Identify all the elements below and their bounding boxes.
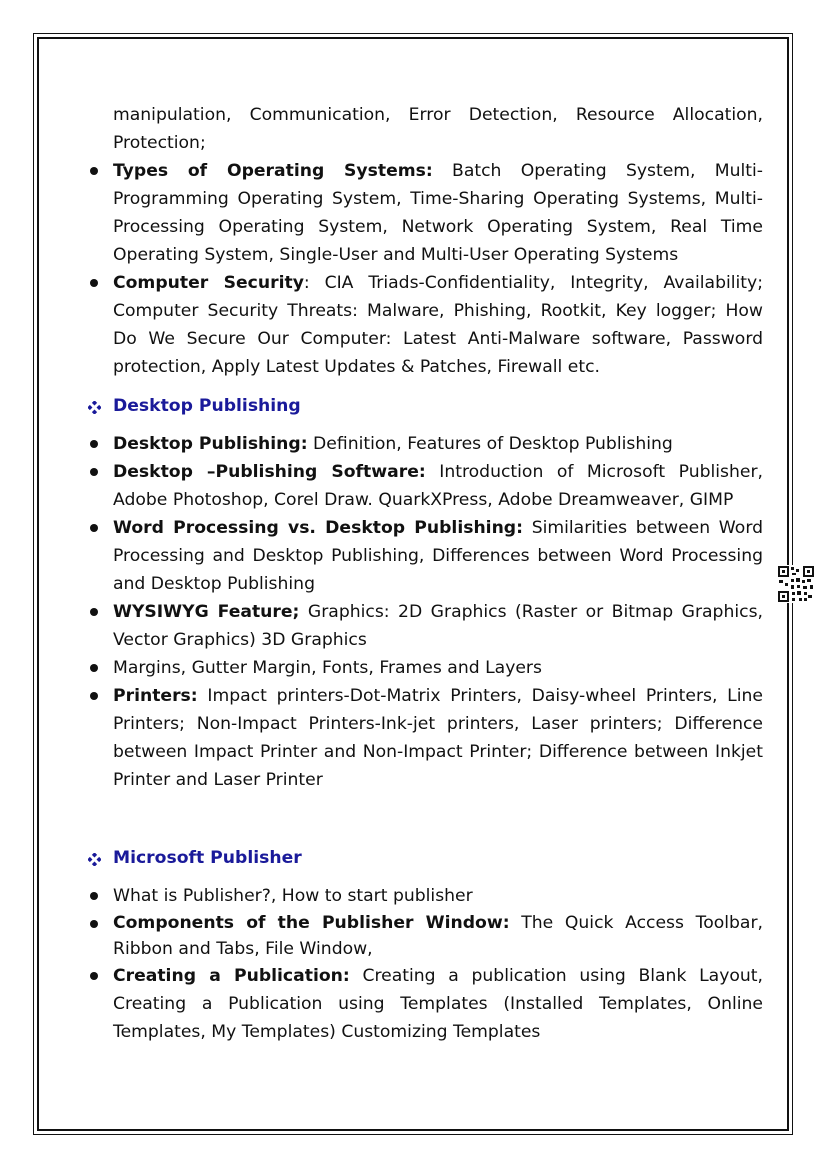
list-item [113, 654, 763, 682]
diamond-bullet-icon [88, 401, 101, 414]
item-label: Types of Operating Systems: [113, 161, 433, 181]
heading-text: Desktop Publishing [113, 396, 301, 416]
item-text: : CIA Triads-Confidentiality, Integrity, Availability; Computer Security Threats: Malware, Phishing, Rootkit, Key logger; How Do We Secure Our Computer: Latest Anti-Malware software, Password protection, Apply Latest Updates & Patches, Firewall etc. [113, 273, 764, 377]
list-item [113, 430, 763, 458]
item-text: Impact printers-Dot-Matrix Printers, Daisy-wheel Printers, Line Printers; Non-Impact Printers-Ink-jet printers, Laser printers; Difference between Impact Printer and Non-Impact Printer; Difference between Inkjet Printer and Laser Printer [113, 686, 763, 790]
top-list [113, 157, 763, 381]
item-text: Graphics: 2D Graphics (Raster or Bitmap Graphics, Vector Graphics) 3D Graphics [113, 602, 764, 650]
list-item [113, 910, 763, 962]
list-item [113, 962, 763, 1046]
item-text: The Quick Access Toolbar, Ribbon and Tabs, File Window, [113, 913, 763, 959]
diamond-bullet-icon [88, 853, 101, 866]
item-text: Batch Operating System, Multi-Programming Operating System, Time-Sharing Operating Systems, Multi-Processing Operating System, Network Operating System, Real Time Operating System, Single-User and Multi-User Operating Systems [113, 161, 763, 265]
item-text: Introduction of Microsoft Publisher, Adobe Photoshop, Corel Draw. QuarkXPress, Adobe Dreamweaver, GIMP [113, 462, 764, 510]
item-text: Margins, Gutter Margin, Fonts, Frames and Layers [113, 658, 542, 678]
item-label: Creating a Publication: [113, 966, 350, 986]
list-item [113, 682, 763, 794]
list-item [113, 458, 763, 514]
item-text: Similarities between Word Processing and Desktop Publishing, Differences between Word Processing and Desktop Publishing [113, 518, 763, 594]
item-label: Desktop Publishing: [113, 434, 308, 454]
item-text: Creating a publication using Blank Layout, Creating a Publication using Templates (Installed Templates, Online Templates, My Templates) Customizing Templates [113, 966, 763, 1042]
list-item [113, 269, 763, 381]
list-item [113, 882, 763, 910]
document-body [113, 100, 763, 1046]
continuation-text: manipulation, Communication, Error Detection, Resource Allocation, Protection; [113, 105, 763, 153]
list-item [113, 157, 763, 269]
item-label: Desktop –Publishing Software: [113, 462, 426, 482]
item-text: Definition, Features of Desktop Publishing [307, 434, 673, 454]
item-label: Printers: [113, 686, 198, 706]
publisher-list [113, 882, 763, 1046]
qr-code-icon [777, 565, 815, 603]
item-label: Word Processing vs. Desktop Publishing: [113, 518, 523, 538]
item-label: WYSIWYG Feature; [113, 602, 300, 622]
item-label: Components of the Publisher Window: [113, 913, 510, 933]
section-heading-desktop-publishing [113, 392, 763, 420]
item-label: Computer Security [113, 273, 304, 293]
item-text: What is Publisher?, How to start publisher [113, 886, 473, 906]
heading-text: Microsoft Publisher [113, 848, 302, 868]
list-item [113, 598, 763, 654]
dtp-list [113, 430, 763, 794]
section-heading-microsoft-publisher [113, 844, 763, 872]
list-item [113, 514, 763, 598]
